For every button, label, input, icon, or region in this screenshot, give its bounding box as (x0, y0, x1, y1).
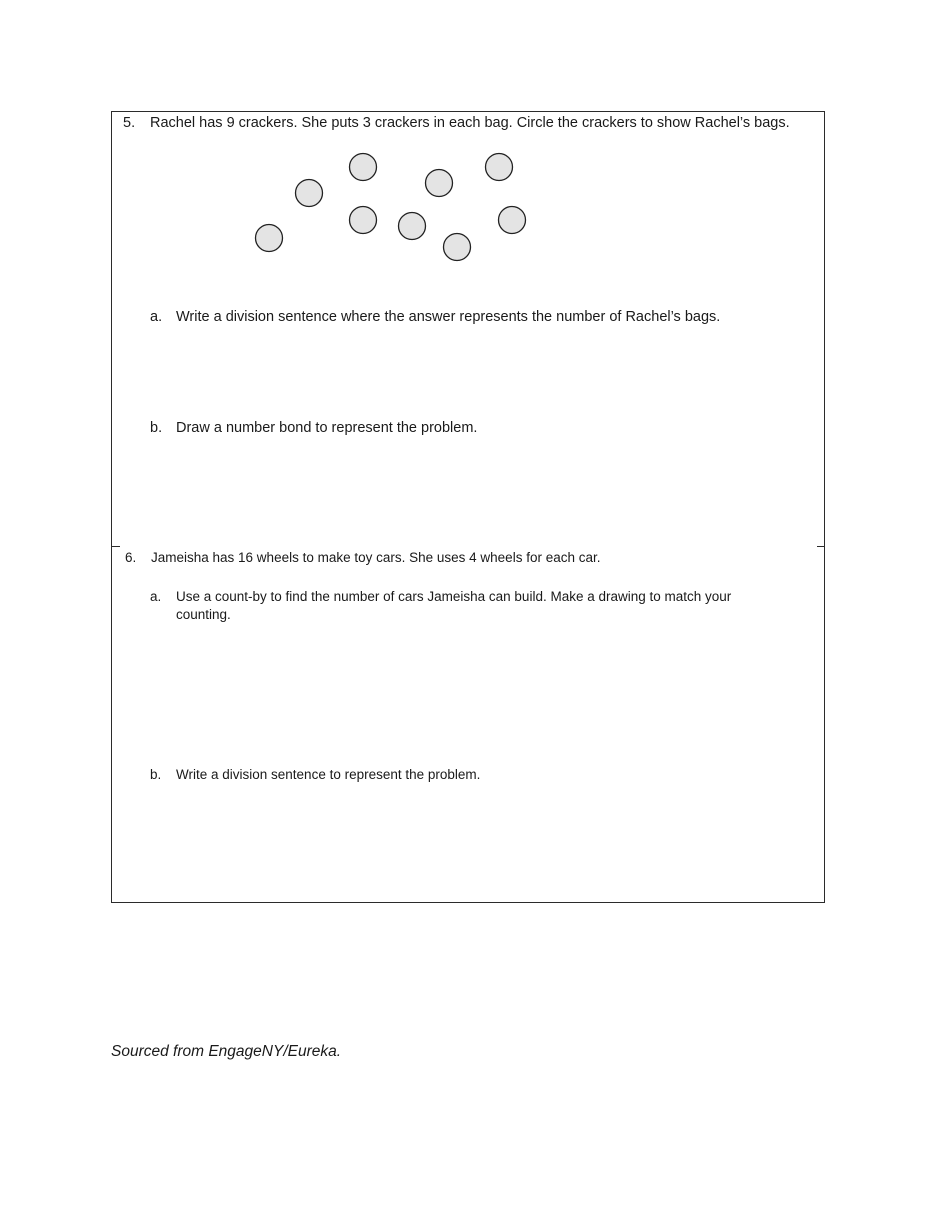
cracker-5 (350, 207, 377, 234)
problem-6a-text-line2: counting. (176, 607, 231, 622)
source-attribution: Sourced from EngageNY/Eureka. (111, 1043, 342, 1060)
problem-5b-label: b. (150, 420, 163, 436)
problem-5b-text: Draw a number bond to represent the problem. (176, 420, 478, 436)
problem-6a-text-line1: Use a count-by to find the number of cars Jameisha can build. Make a drawing to match your (176, 589, 732, 604)
problem-6a-label: a. (150, 589, 162, 604)
problem-5a-text: Write a division sentence where the answer represents the number of Rachel’s bags. (176, 309, 721, 325)
crackers-illustration (0, 0, 950, 300)
cracker-3 (296, 180, 323, 207)
problem-6-number: 6. (125, 550, 137, 565)
cracker-4 (426, 170, 453, 197)
cracker-9 (444, 234, 471, 261)
problem-5a-label: a. (150, 309, 163, 325)
cracker-6 (399, 213, 426, 240)
problem-6-text: Jameisha has 16 wheels to make toy cars. She uses 4 wheels for each car. (151, 550, 601, 565)
problem-6b-text: Write a division sentence to represent the problem. (176, 767, 481, 782)
divider-tick-left (112, 546, 120, 547)
problem-5-number: 5. (123, 115, 136, 131)
problem-5-text: Rachel has 9 crackers. She puts 3 crackers in each bag. Circle the crackers to show Rachel’s bags. (150, 115, 790, 131)
problem-6b-label: b. (150, 767, 162, 782)
cracker-7 (499, 207, 526, 234)
cracker-2 (486, 154, 513, 181)
divider-tick-right (817, 546, 825, 547)
cracker-8 (256, 225, 283, 252)
cracker-1 (350, 154, 377, 181)
